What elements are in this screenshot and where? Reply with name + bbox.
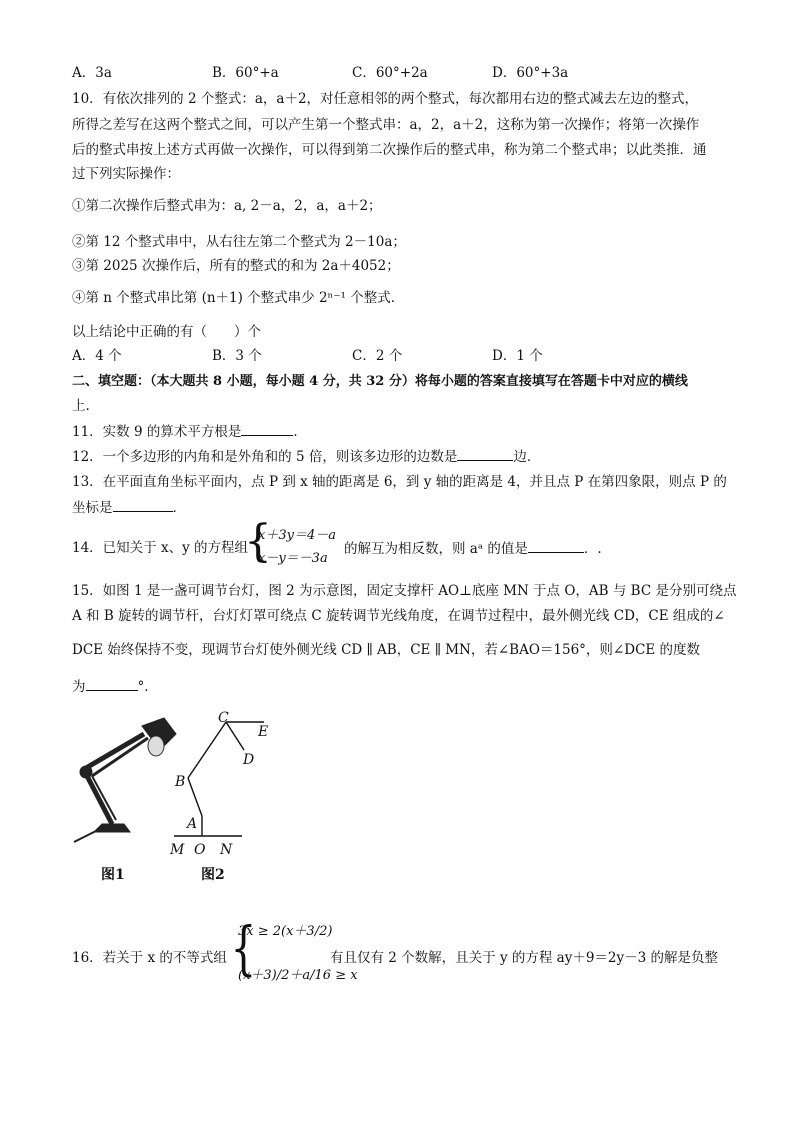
q11-text: 11．实数 9 的算术平方根是 [72,424,242,440]
q15-line-4 [72,676,158,697]
q10-line-2: 所得之差写在这两个整式之间，可以产生第一个整式串：a，2，a＋2，这称为第一次操作；将第一次操作 [72,117,700,133]
q15-line-2: A 和 B 旋转的调节杆，台灯灯罩可绕点 C 旋转调节光线角度，在调节过程中，最外侧光线 CD，CE 组成的∠ [72,608,725,624]
q10-statement-1: ①第二次操作后整式串为：a, 2－a，2，a，a＋2； [72,198,382,214]
q13-end: ． [172,500,186,516]
q10-statement-3: ③第 2025 次操作后，所有的整式的和为 2a＋4052； [72,258,400,274]
figure-2-caption: 图2 [201,867,225,883]
q9-option-b: B．60°+a [212,65,279,81]
q16-continuation: 有且仅有 2 个数解，且关于 y 的方程 ay＋9＝2y－3 的解是负整 [330,950,719,966]
q12 [72,446,540,467]
q10-option-a: A．4 个 [72,348,122,364]
q11-answer-blank [241,421,293,436]
lamp-base [94,824,130,832]
section-header-line-1: 二、填空题：（本大题共 8 小题，每小题 4 分，共 32 分）将每小题的答案直接填写在答题卡中对应的横线 [72,374,688,389]
point-a-label: A [187,816,198,832]
q15-answer-blank [86,676,138,691]
q13-line-2 [72,497,186,518]
point-c-label: C [218,710,229,726]
q14-text: 14．已知关于 x、y 的方程组 [72,540,249,556]
q14-end: ．. [583,541,602,557]
q10-statement-2: ②第 12 个整式串中，从右往左第二个整式为 2－10a； [72,234,406,250]
q10-line-3: 后的整式串按上述方式再做一次操作，可以得到第二次操作后的整式串，称为第二个整式串；以此类推．通 [72,142,707,158]
q12-end: 边． [513,449,541,465]
q16-inequality-2: (x＋3)/2＋a/16 ≥ x [238,968,358,983]
point-e-label: E [258,724,269,740]
q12-answer-blank [457,446,513,461]
q14-answer-blank [528,538,584,553]
q13-line-1: 13．在平面直角坐标平面内，点 P 到 x 轴的距离是 6，到 y 轴的距离是 4，并且点 P 在第四象限，则点 P 的 [72,474,727,490]
point-n-label: N [220,842,233,858]
lamp-bulb [148,736,164,756]
q15-line-1: 15．如图 1 是一盏可调节台灯，图 2 为示意图，固定支撑杆 AO⊥底座 MN 于点 O，AB 与 BC 是分别可绕点 [72,583,737,599]
lamp-lower-arm [86,774,112,824]
q15-line-3: DCE 始终保持不变，现调节台灯使外侧光线 CD ∥ AB，CE ∥ MN，若∠BAO＝156°，则∠DCE 的度数 [72,642,701,658]
figure-1-caption: 图1 [101,867,125,883]
lamp-cord [74,828,102,842]
point-m-label: M [170,842,185,858]
segment-bc [188,722,226,778]
q14-mid-text: 的解互为相反数，则 aᵃ 的值是 [344,541,528,557]
q10-option-d: D．1 个 [492,348,543,364]
q10-question: 以上结论中正确的有（ ）个 [72,324,261,340]
q13-text: 坐标是 [72,500,113,516]
q14-equation-1: x＋3y＝4－a [258,528,336,543]
lamp-upper-arm [86,734,144,768]
q14-continuation [344,538,602,559]
section-header-line-2: 上. [72,398,90,414]
q15-end: °． [137,679,158,695]
q11 [72,421,307,442]
ray-cd [226,722,244,750]
q9-option-d: D．60°+3a [492,65,569,81]
q10-line-4: 过下列实际操作： [72,166,180,182]
point-b-label: B [175,774,186,790]
point-o-label: O [194,842,206,858]
q9-option-a: A．3a [72,65,112,81]
q10-option-c: C．2 个 [352,348,403,364]
q10-option-b: B．3 个 [212,348,262,364]
q10-statement-4: ④第 n 个整式串比第 (n＋1) 个整式串少 2ⁿ⁻¹ 个整式． [72,290,405,306]
q11-end: ． [293,424,307,440]
q10-line-1: 10．有依次排列的 2 个整式：a，a＋2，对任意相邻的两个整式，每次都用右边的整式减去左边的整式， [72,91,699,107]
q13-answer-blank [113,497,173,512]
q14-brace: { [244,516,272,567]
q12-text: 12．一个多边形的内角和是外角和的 5 倍，则该多边形的边数是 [72,449,458,465]
q16-text: 16．若关于 x 的不等式组 [72,950,227,966]
q9-option-c: C．60°+2a [352,65,428,81]
q16-inequality-1: 3x ≥ 2(x＋3/2) [238,924,333,939]
q14-equation-2: x－y＝－3a [258,551,328,566]
segment-ab [188,778,202,816]
q16-brace: { [230,914,257,982]
point-d-label: D [243,752,255,768]
q15-text: 为 [72,679,86,695]
